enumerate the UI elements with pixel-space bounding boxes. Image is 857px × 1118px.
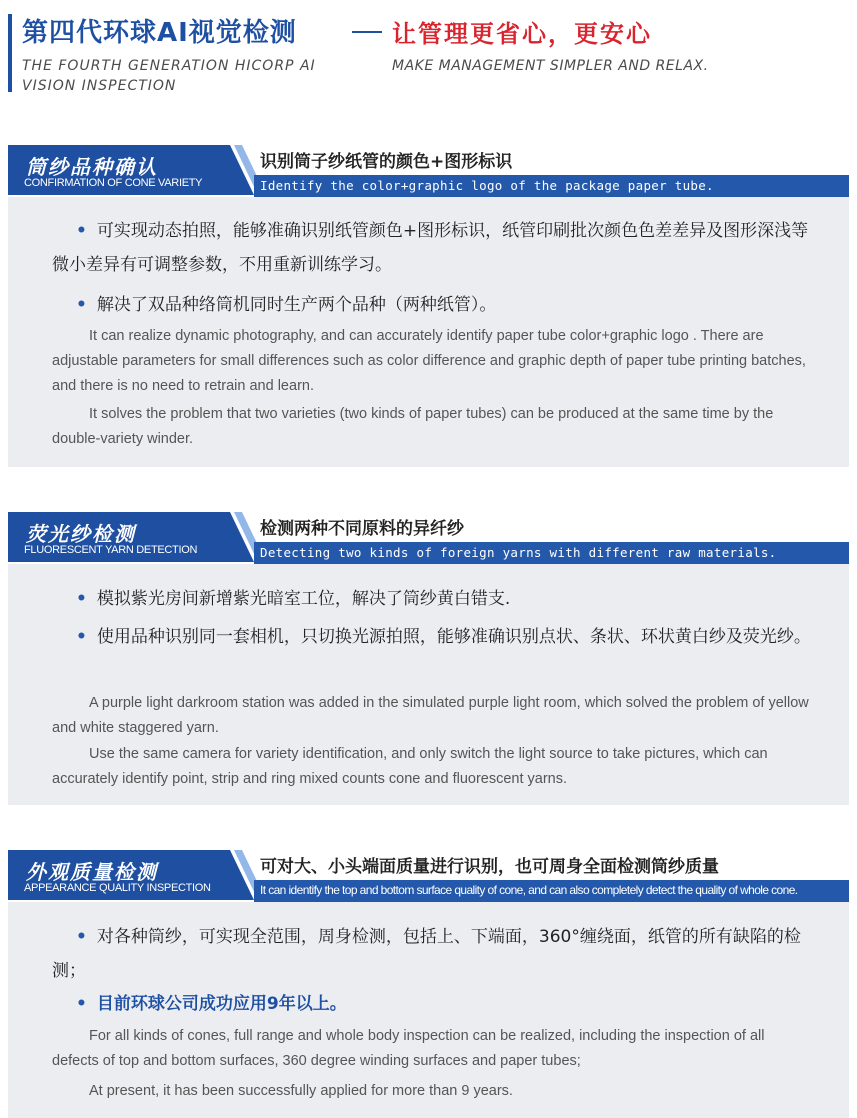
section-appearance-quality <box>0 850 857 1118</box>
header-slogan: 让管理更省心，更安心 <box>392 20 652 48</box>
section-tab-subtitle: CONFIRMATION OF CONE VARIETY <box>24 177 203 189</box>
english-paragraph: A purple light darkroom station was added in the simulated purple light room, which solved the problem of yellow and white staggered yarn. <box>52 695 809 736</box>
section-heading: 可对大、小头端面质量进行识别，也可周身全面检测筒纱质量 <box>260 857 719 877</box>
english-paragraph: It can realize dynamic photography, and can accurately identify paper tube color+graphic logo . There are adjustable parameters for small differences such as color difference and graphic depth of paper tube printing batches, and there is no need to retrain and learn. <box>52 328 806 394</box>
header-accent-bar <box>8 14 12 92</box>
bullet-icon: • <box>76 589 87 609</box>
english-paragraph: Use the same camera for variety identification, and only switch the light source to take pictures, which can accurately identify point, strip and ring mixed counts cone and fluorescent yarns. <box>52 746 768 787</box>
bullet-icon: • <box>76 627 87 647</box>
header-title-en: THE FOURTH GENERATION HICORP AI VISION INSPECTION <box>22 58 316 94</box>
bullet-icon: • <box>76 221 87 241</box>
section-tab-title: 荧光纱检测 <box>26 522 136 546</box>
bullet-item: • 解决了双品种络筒机同时生产两个品种（两种纸管）。 <box>76 295 497 315</box>
header-title: 第四代环球AI视觉检测 <box>22 18 297 48</box>
bullet-item: • 对各种筒纱，可实现全范围，周身检测，包括上、下端面，360°缠绕面，纸管的所有缺陷的检测； <box>52 927 801 981</box>
section-heading-band <box>254 880 849 902</box>
section-heading: 识别筒子纱纸管的颜色+图形标识 <box>260 152 513 172</box>
section-heading: 检测两种不同原料的异纤纱 <box>260 519 464 539</box>
section-heading-band <box>254 542 849 564</box>
section-tab-title: 筒纱品种确认 <box>26 155 158 179</box>
bullet-icon: • <box>76 994 87 1014</box>
page-header <box>0 0 857 110</box>
english-paragraph: It solves the problem that two varieties (two kinds of paper tubes) can be produced at the same time by the double-variety winder. <box>52 406 774 447</box>
section-tab-title: 外观质量检测 <box>26 860 158 884</box>
section-heading-band <box>254 175 849 197</box>
section-tab-subtitle: FLUORESCENT YARN DETECTION <box>24 544 198 556</box>
bullet-item: • 模拟紫光房间新增紫光暗室工位，解决了筒纱黄白错支. <box>76 589 511 609</box>
english-paragraph: At present, it has been successfully applied for more than 9 years. <box>89 1083 513 1099</box>
section-heading-en: Detecting two kinds of foreign yarns with different raw materials. <box>260 545 777 560</box>
section-heading-en: Identify the color+graphic logo of the package paper tube. <box>260 178 714 193</box>
english-paragraph: For all kinds of cones, full range and whole body inspection can be realized, including the inspection of all defects of top and bottom surfaces, 360 degree winding surfaces and paper tubes; <box>52 1028 765 1069</box>
section-tab-subtitle: APPEARANCE QUALITY INSPECTION <box>24 882 211 894</box>
section-fluorescent-yarn <box>0 512 857 808</box>
bullet-icon: • <box>76 295 87 315</box>
bullet-item: • 可实现动态拍照，能够准确识别纸管颜色+图形标识，纸管印刷批次颜色色差差异及图形深浅等微小差异有可调整参数，不用重新训练学习。 <box>52 221 809 275</box>
section-cone-variety <box>0 145 857 470</box>
bullet-item: • 使用品种识别同一套相机，只切换光源拍照，能够准确识别点状、条状、环状黄白纱及荧光纱。 <box>76 627 811 647</box>
header-slogan-en: MAKE MANAGEMENT SIMPLER AND RELAX. <box>392 58 709 74</box>
header-dash <box>352 31 382 33</box>
bullet-item-highlight: • 目前环球公司成功应用9年以上。 <box>76 994 347 1014</box>
section-heading-en: It can identify the top and bottom surface quality of cone, and can also completely detect the quality of whole cone. <box>260 883 798 897</box>
bullet-icon: • <box>76 927 87 947</box>
